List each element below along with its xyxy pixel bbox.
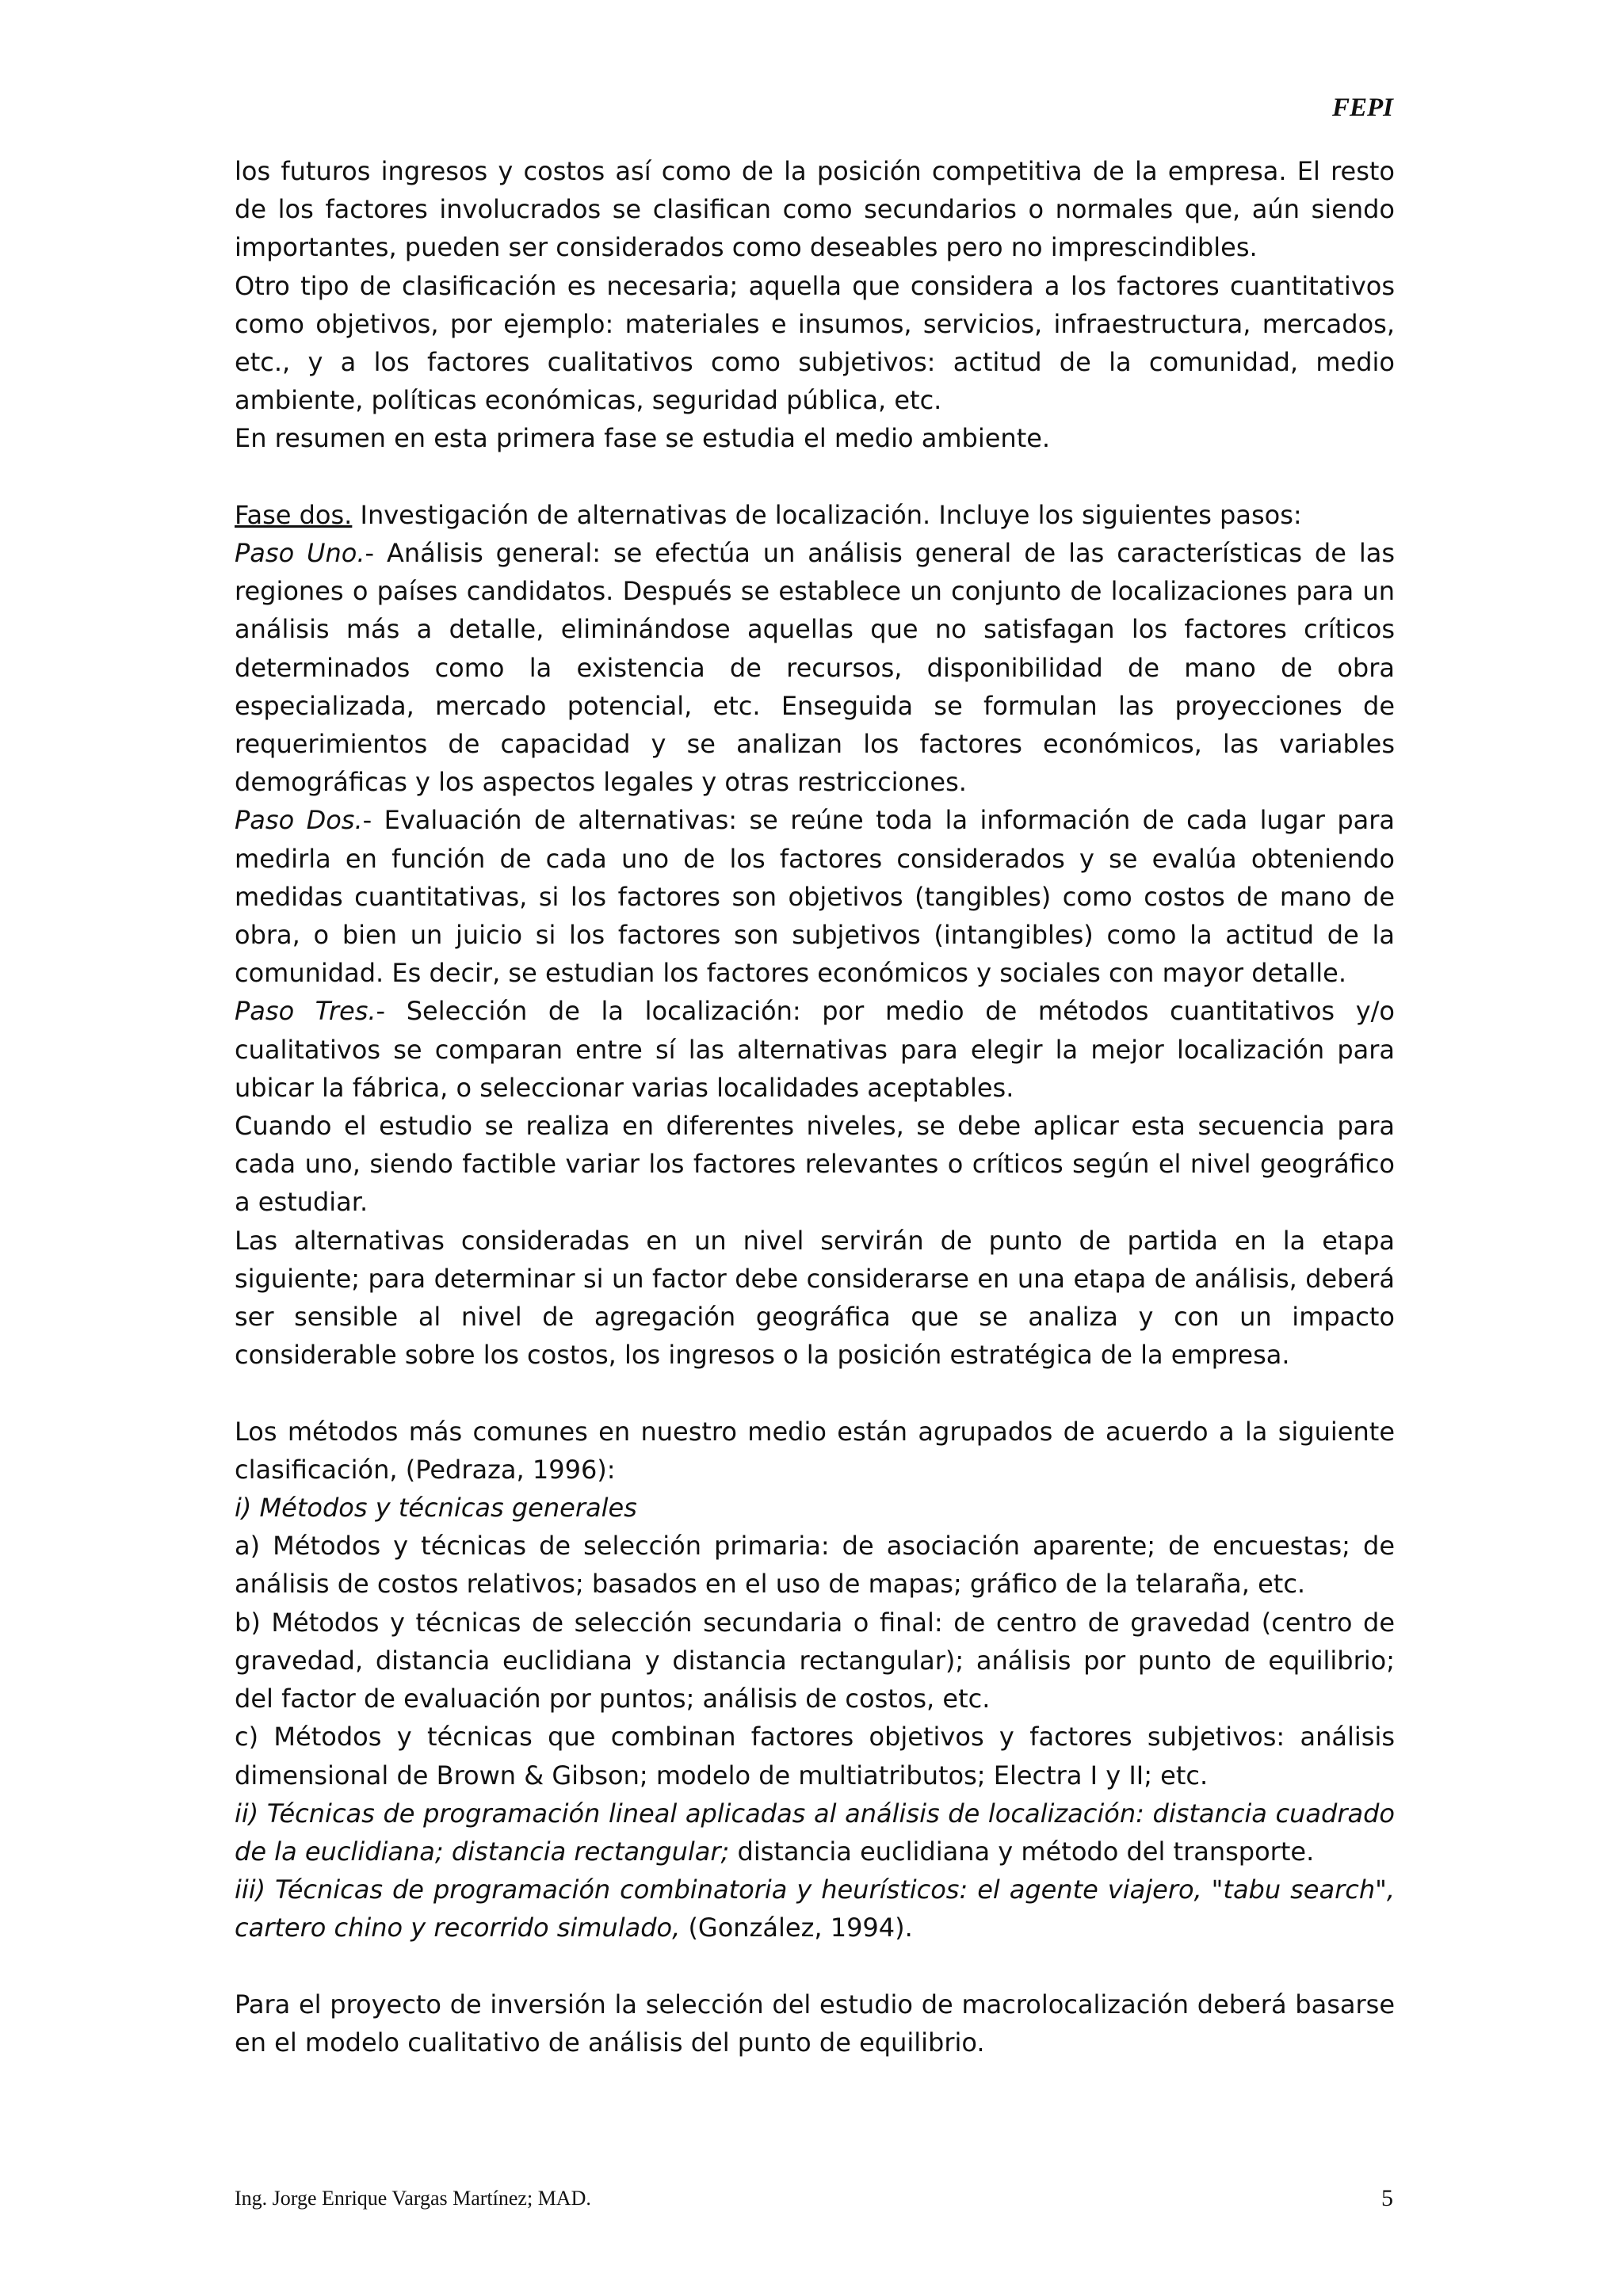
fase-dos-heading: Fase dos. <box>235 499 353 530</box>
header-label: FEPI <box>1331 93 1393 122</box>
paso-uno-text: - Análisis general: se efectúa un análisis general de las características de las regiones o países candidatos. Después se establece un conjunto de localizaciones para un análisis más a detalle, eliminándose aquellas que no satisfagan los factores críticos determinados como la existencia de recursos, disponibilidad de mano de obra especializada, mercado potencial, etc. Enseguida se formulan las proyecciones de requerimientos de capacidad y se analizan los factores económicos, las variables demográficas y los aspectos legales y otras restricciones. <box>235 538 1396 798</box>
list-iii-normal: (González, 1994). <box>680 1913 913 1943</box>
paragraph-gap <box>235 458 1395 496</box>
paragraph: En resumen en esta primera fase se estudia el medio ambiente. <box>235 423 1051 454</box>
list-item-iii <box>235 1871 1395 1947</box>
list-item-a: a) Métodos y técnicas de selección primaria: de asociación aparente; de encuestas; de análisis de costos relativos; basados en el uso de mapas; gráfico de la telaraña, etc. <box>235 1531 1395 1600</box>
list-item-c: c) Métodos y técnicas que combinan factores objetivos y factores subjetivos: análisis dimensional de Brown & Gibson; modelo de multiatributos; Electra I y II; etc. <box>235 1722 1395 1791</box>
list-ii-normal: distancia euclidiana y método del transporte. <box>729 1836 1315 1867</box>
paso-tres-label: Paso Tres. <box>235 996 376 1027</box>
paso-uno-paragraph <box>235 534 1395 801</box>
document-body <box>235 152 1395 2061</box>
paragraph: Cuando el estudio se realiza en diferentes niveles, se debe aplicar esta secuencia para cada uno, siendo factible variar los factores relevantes o críticos según el nivel geográfico a estudiar. <box>235 1111 1395 1218</box>
paragraph-gap <box>235 1374 1395 1412</box>
page-number: 5 <box>1381 2185 1393 2211</box>
fase-dos-paragraph <box>235 496 1395 534</box>
paragraph: Otro tipo de clasificación es necesaria; aquella que considera a los factores cuantitativos como objetivos, por ejemplo: materiales e insumos, servicios, infraestructura, mercados, etc., y a los factores cualitativos como subjetivos: actitud de la comunidad, medio ambiente, políticas económicas, seguridad pública, etc. <box>235 270 1395 416</box>
paragraph: los futuros ingresos y costos así como de la posición competitiva de la empresa. El resto de los factores involucrados se clasifican como secundarios o normales que, aún siendo importantes, pueden ser considerados como deseables pero no imprescindibles. <box>235 156 1395 263</box>
paso-dos-label: Paso Dos. <box>235 805 363 836</box>
paragraph: Las alternativas consideradas en un nivel servirán de punto de partida en la etapa siguiente; para determinar si un factor debe considerarse en una etapa de análisis, deberá ser sensible al nivel de agregación geográfica que se analiza y con un impacto considerable sobre los costos, los ingresos o la posición estratégica de la empresa. <box>235 1225 1395 1371</box>
list-item-b: b) Métodos y técnicas de selección secundaria o final: de centro de gravedad (centro de gravedad, distancia euclidiana y distancia rectangular); análisis por punto de equilibrio; del factor de evaluación por puntos; análisis de costos, etc. <box>235 1607 1395 1714</box>
paragraph: Para el proyecto de inversión la selección del estudio de macrolocalización deberá basarse en el modelo cualitativo de análisis del punto de equilibrio. <box>235 1989 1395 2058</box>
list-ii-italic: ii) Técnicas de programación lineal aplicadas al análisis de localización: distancia cuadrado de la euclidiana; distancia rectangular; <box>235 1798 1395 1867</box>
paso-dos-paragraph <box>235 801 1395 992</box>
list-iii-italic: iii) Técnicas de programación combinatoria y heurísticos: el agente viajero, "tabu search", cartero chino y recorrido simulado, <box>235 1875 1395 1943</box>
list-heading-i: i) Métodos y técnicas generales <box>235 1493 637 1524</box>
paso-tres-text: - Selección de la localización: por medio de métodos cuantitativos y/o cualitativos se comparan entre sí las alternativas para elegir la mejor localización para ubicar la fábrica, o seleccionar varias localidades aceptables. <box>235 996 1396 1103</box>
paso-uno-label: Paso Uno. <box>235 538 365 569</box>
list-item-ii <box>235 1794 1395 1871</box>
paso-dos-text: - Evaluación de alternativas: se reúne toda la información de cada lugar para medirla en función de cada uno de los factores considerados y se evalúa obteniendo medidas cuantitativas, si los factores son objetivos (tangibles) como costos de mano de obra, o bien un juicio si los factores son subjetivos (intangibles) como la actitud de la comunidad. Es decir, se estudian los factores económicos y sociales con mayor detalle. <box>235 805 1396 989</box>
footer-author: Ing. Jorge Enrique Vargas Martínez; MAD. <box>235 2187 591 2210</box>
paragraph: Los métodos más comunes en nuestro medio están agrupados de acuerdo a la siguiente clasificación, (Pedraza, 1996): <box>235 1416 1395 1485</box>
paso-tres-paragraph <box>235 992 1395 1107</box>
paragraph-gap <box>235 1947 1395 1985</box>
fase-dos-text: Investigación de alternativas de localización. Incluye los siguientes pasos: <box>352 499 1302 530</box>
